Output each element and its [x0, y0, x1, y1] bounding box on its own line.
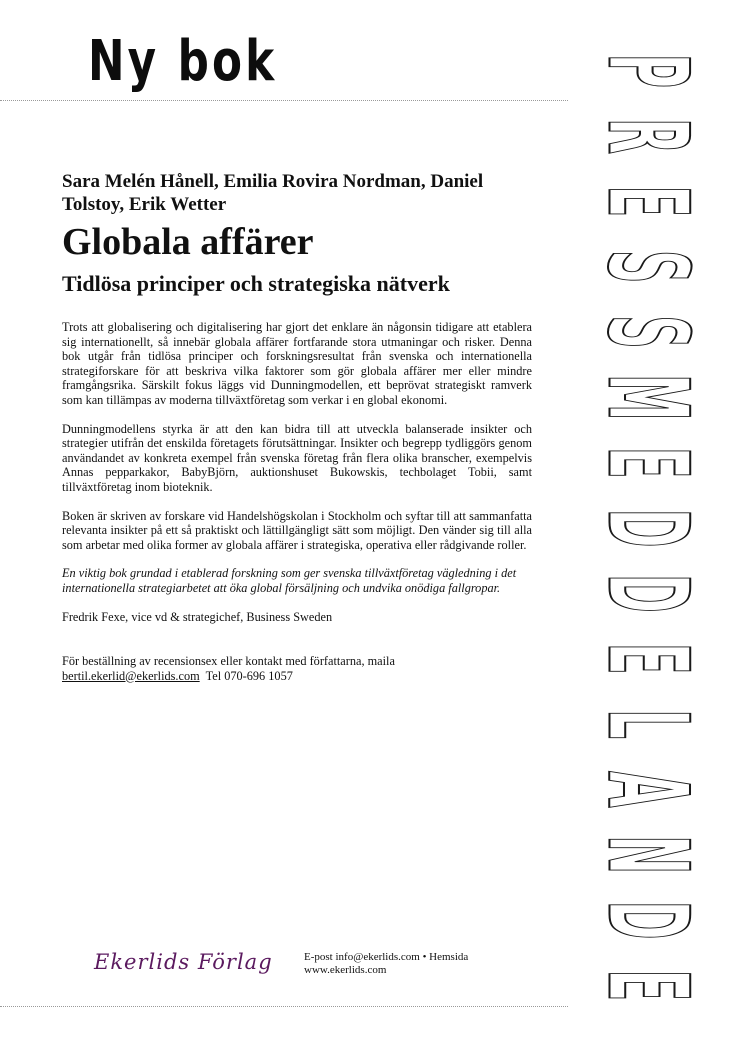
sidebar-letter-11: L — [583, 708, 713, 740]
sidebar-letter-12: A — [583, 771, 713, 808]
contact-email-link[interactable]: bertil.ekerlid@ekerlids.com — [62, 668, 200, 683]
sidebar-letter-2: R — [583, 117, 713, 155]
header-divider — [0, 100, 568, 101]
body-paragraph-3: Boken är skriven av forskare vid Handelshögskolan i Stockholm och syftar till att sammanfatta relevanta insikter på ett så praktiskt och lättillgängligt sätt som möjligt. Den vänder sig till alla som arbetar med olika former av globala affärer i strategiska, operativa eller rådgivande roller. — [62, 508, 532, 552]
sidebar-letter-10: E — [583, 642, 713, 675]
sidebar-letter-15: E — [583, 969, 713, 1002]
sidebar-letter-8: D — [583, 508, 713, 548]
sidebar-letter-4: S — [583, 249, 713, 284]
footer-divider — [0, 1006, 568, 1007]
sidebar-letter-6: M — [583, 373, 713, 421]
footer-contact — [304, 951, 468, 977]
sidebar-letter-5: S — [583, 315, 713, 349]
pressmeddelande-vertical-title — [578, 38, 718, 1018]
contact-text: För beställning av recensionsex eller kontakt med författarna, maila — [62, 654, 395, 669]
review-quote: En viktig bok grundad i etablerad forskning som ger svenska tillväxtföretag vägledning i det internationella strategiarbetet att öka global försäljning och undvika onödiga fallgropar. — [62, 566, 517, 595]
contact-info — [62, 654, 532, 683]
footer-email-line: E-post info@ekerlids.com • Hemsida — [304, 951, 469, 963]
footer-website: www.ekerlids.com — [304, 964, 387, 976]
sidebar-letter-3: E — [583, 185, 713, 218]
page-heading: Ny bok — [88, 29, 278, 94]
sidebar-letter-9: D — [583, 573, 713, 613]
sidebar-letter-13: N — [583, 834, 713, 875]
contact-phone: Tel 070-696 1057 — [205, 668, 293, 683]
publisher-logo: Ekerlids Förlag — [94, 950, 273, 974]
book-subtitle: Tidlösa principer och strategiska nätverk — [62, 271, 450, 296]
quote-attribution: Fredrik Fexe, vice vd & strategichef, Business Sweden — [62, 609, 333, 624]
sidebar-letter-1: P — [583, 53, 713, 88]
book-authors: Sara Melén Hånell, Emilia Rovira Nordman, Daniel Tolstoy, Erik Wetter — [62, 171, 484, 215]
sidebar-letter-7: E — [583, 446, 713, 479]
sidebar-letter-14: D — [583, 900, 713, 940]
body-paragraph-1: Trots att globalisering och digitalisering har gjort det enklare än någonsin tidigare att etablera sig internationellt, så innebär globala affärer fortfarande stora utmaningar och risker. Denna bok utgår från tidlösa principer och forskningsresultat från svenska och internationella strategiforskare för att beskriva vilka faktorer som gör globala affärer mer eller mindre framgångsrika. Särskilt fokus läggs vid Dunningmodellen, ett beprövat strategiskt ramverk som kan tillämpas av moderna tillväxtföretag som verkar i en global ekonomi. — [62, 320, 532, 407]
press-release-body — [62, 320, 532, 697]
body-paragraph-2: Dunningmodellens styrka är att den kan bidra till att utveckla balanserade insikter och strategier utifrån det enskilda företagets förutsättningar. Insikter och begrepp tydliggörs genom användandet av konkreta exempel från svenska företag från flera olika branscher, exempelvis Annas pepparkakor, BabyBjörn, auktionshuset Bukowskis, techbolaget Tobii, samt tillväxtföretag inom bioteknik. — [62, 421, 532, 494]
book-title: Globala affärer — [62, 221, 314, 263]
